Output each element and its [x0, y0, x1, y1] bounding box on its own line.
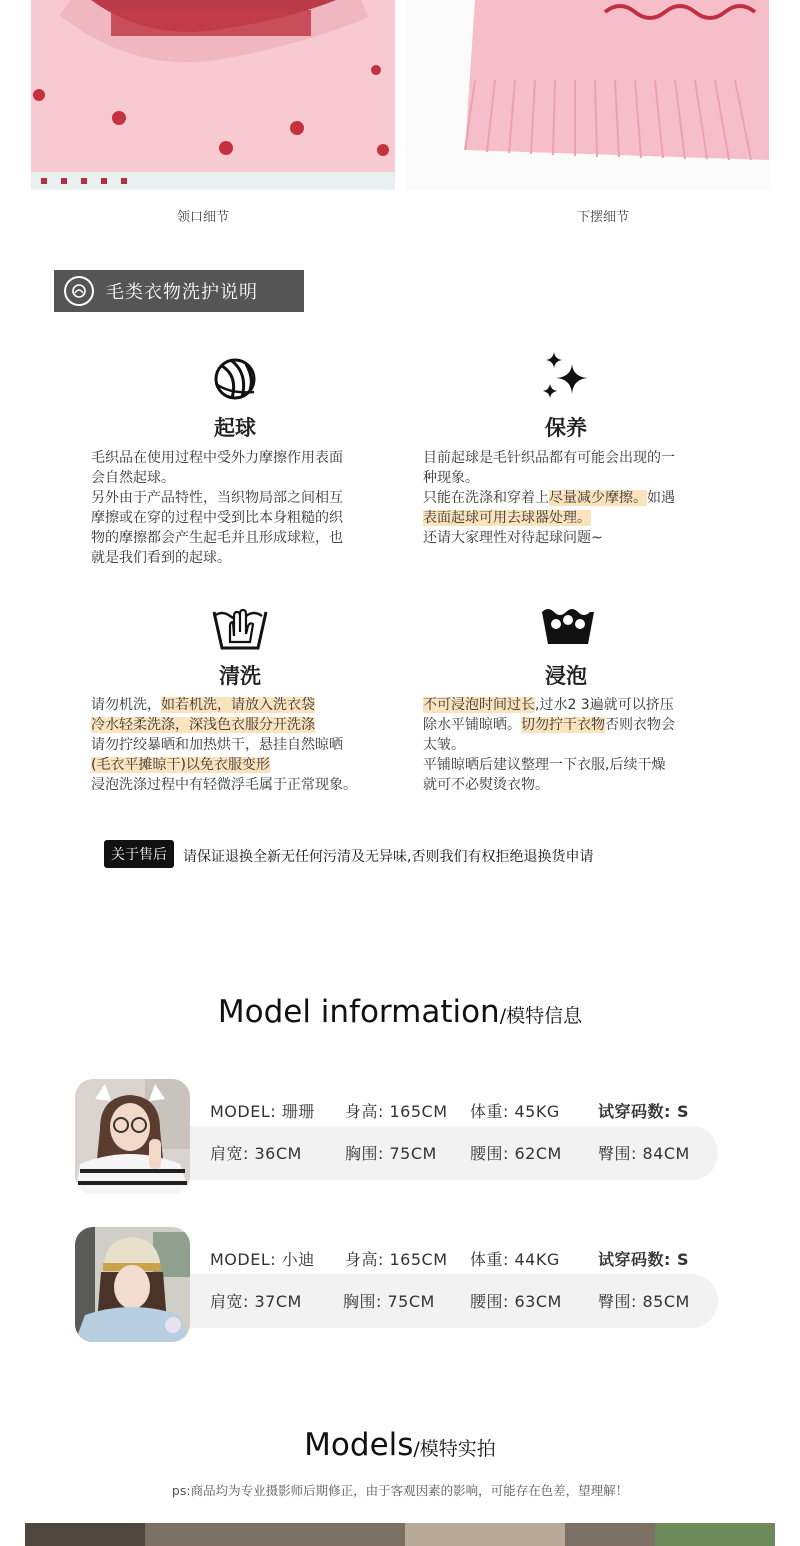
model-2-size: 试穿码数: S [598, 1250, 689, 1269]
model-2-name: MODEL: 小迪 [210, 1250, 315, 1269]
models-title-zh: /模特实拍 [413, 1438, 496, 1460]
model-2-hip: 臀围: 85CM [598, 1292, 690, 1311]
care-text-segment: 请勿机洗， [91, 697, 161, 713]
care-line [423, 735, 718, 755]
care-line [423, 755, 718, 775]
care-line [91, 695, 391, 715]
care-text-segment: 毛织品在使用过程中受外力摩擦作用表面 [91, 450, 343, 466]
model-1-chest: 胸围: 75CM [345, 1144, 437, 1163]
care-text-segment: ,过水2 3遍就可以挤压 [535, 697, 674, 713]
care-text-segment: 请勿拧绞暴晒和加热烘干，悬挂自然晾晒 [91, 737, 343, 753]
after-sales-badge: 关于售后 [104, 840, 174, 868]
care-text-segment: 种现象。 [423, 470, 479, 486]
color-difference-note: ps:商品均为专业摄影师后期修正，由于客观因素的影响，可能存在色差，望理解！ [171, 1483, 629, 1498]
care-text-segment: 如遇 [647, 490, 675, 506]
highlighted-text: 尽量减少摩擦。 [549, 490, 647, 506]
neckline-caption: 领口细节 [176, 210, 229, 225]
sparkle-icon [540, 350, 592, 408]
neckline-detail-photo [31, 0, 395, 190]
model-photo-preview [25, 1523, 775, 1546]
model-1-name: MODEL: 珊珊 [210, 1102, 315, 1121]
hem-caption: 下摆细节 [576, 210, 629, 225]
model-2-shoulder: 肩宽: 37CM [210, 1292, 302, 1311]
model-2-avatar [75, 1227, 190, 1342]
model-info-title [0, 994, 800, 1030]
highlighted-text: 切勿拧干衣物 [521, 717, 605, 733]
yarn-ball-icon [212, 356, 258, 406]
care-text-segment: 会自然起球。 [91, 470, 175, 486]
highlighted-text: 如若机洗，请放入洗衣袋 [161, 697, 315, 713]
hem-detail-photo [405, 0, 769, 190]
model-1-row-2 [210, 1141, 690, 1164]
model-2-row-1 [210, 1247, 689, 1270]
care-line [423, 488, 718, 508]
model-2-height: 身高: 165CM [345, 1250, 448, 1269]
care-text-segment: 除水平铺晾晒。 [423, 717, 521, 733]
care-text-segment: 目前起球是毛针织品都有可能会出现的一 [423, 450, 675, 466]
soaking-title: 浸泡 [545, 664, 587, 688]
soaking-text [423, 695, 718, 795]
model-1-size: 试穿码数: S [598, 1102, 689, 1121]
wool-logo-icon [64, 276, 94, 306]
care-line [91, 775, 391, 795]
model-2-waist: 腰围: 63CM [470, 1292, 562, 1311]
model-2-weight: 体重: 44KG [470, 1250, 560, 1269]
care-text-segment: 另外由于产品特性，当织物局部之间相互 [91, 490, 343, 506]
care-text-segment: 只能在洗涤和穿着上 [423, 490, 549, 506]
model-1-weight: 体重: 45KG [470, 1102, 560, 1121]
care-line [91, 468, 383, 488]
care-instructions-header [54, 270, 304, 312]
pilling-text [91, 448, 383, 568]
highlighted-text: 不可浸泡时间过长 [423, 697, 535, 713]
model-1-row-1 [210, 1099, 689, 1122]
maintenance-text [423, 448, 718, 548]
pilling-title: 起球 [214, 416, 256, 440]
care-line [423, 695, 718, 715]
care-line [91, 755, 391, 775]
maintenance-title: 保养 [545, 416, 587, 440]
care-line [91, 508, 383, 528]
model-1-hip: 臀围: 84CM [598, 1144, 690, 1163]
care-text-segment: 浸泡洗涤过程中有轻微浮毛属于正常现象。 [91, 777, 357, 793]
model-info-title-zh: /模特信息 [499, 1005, 583, 1027]
model-1-waist: 腰围: 62CM [470, 1144, 562, 1163]
highlighted-text: (毛衣平摊晾干)以免衣服变形 [91, 757, 270, 773]
care-line [423, 448, 718, 468]
care-text-segment: 否则衣物会 [605, 717, 675, 733]
washing-text [91, 695, 391, 795]
hem-sweater-image [405, 0, 769, 190]
care-line [423, 715, 718, 735]
care-line [91, 548, 383, 568]
care-text-segment: 太皱。 [423, 737, 465, 753]
model-1-avatar [75, 1079, 190, 1194]
after-sales-text: 请保证退换全新无任何污清及无异味,否则我们有权拒绝退换货申请 [183, 849, 594, 865]
care-line [423, 775, 718, 795]
hand-wash-icon [212, 602, 268, 656]
highlighted-text: 表面起球可用去球器处理。 [423, 510, 591, 526]
care-text-segment: 平铺晾晒后建议整理一下衣服,后续干燥 [423, 757, 666, 773]
care-line [91, 488, 383, 508]
model-info-title-en: Model information [217, 994, 500, 1030]
care-line [423, 508, 718, 528]
care-line [423, 468, 718, 488]
neckline-sweater-image [31, 0, 395, 190]
care-text-segment: 就是我们看到的起球。 [91, 550, 231, 566]
model-1-height: 身高: 165CM [345, 1102, 448, 1121]
care-text-segment: 还请大家理性对待起球问题~ [423, 530, 603, 546]
care-header-title: 毛类衣物洗护说明 [106, 282, 258, 303]
models-title-en: Models [304, 1427, 414, 1463]
highlighted-text: 冷水轻柔洗涤，深浅色衣服分开洗涤 [91, 717, 315, 733]
care-line [91, 448, 383, 468]
soak-basin-icon [540, 604, 596, 652]
care-line [423, 528, 718, 548]
care-line [91, 715, 391, 735]
model-1-shoulder: 肩宽: 36CM [210, 1144, 302, 1163]
care-text-segment: 就可不必熨烫衣物。 [423, 777, 549, 793]
model-2-chest: 胸围: 75CM [343, 1292, 435, 1311]
models-title [0, 1427, 800, 1463]
model-2-row-2 [210, 1289, 690, 1312]
washing-title: 清洗 [219, 664, 261, 688]
care-text-segment: 物的摩擦都会产生起毛并且形成球粒，也 [91, 530, 343, 546]
care-line [91, 735, 391, 755]
care-line [91, 528, 383, 548]
care-text-segment: 摩擦或在穿的过程中受到比本身粗糙的织 [91, 510, 343, 526]
